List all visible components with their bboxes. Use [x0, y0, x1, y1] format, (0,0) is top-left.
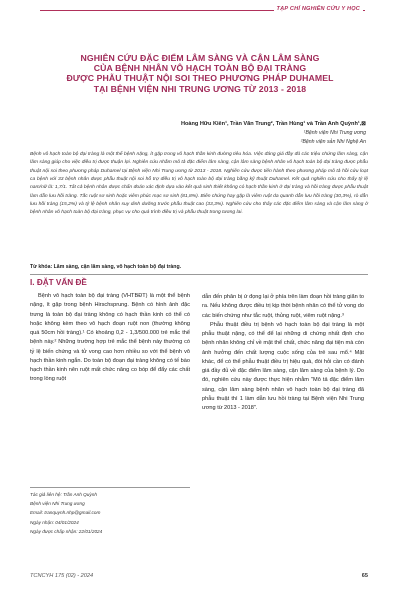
section-divider — [30, 274, 368, 275]
keywords: Từ khóa: Lâm sàng, cận lâm sàng, vô hạch toàn bộ đại tràng. — [30, 264, 182, 270]
title-line: ĐƯỢC PHẪU THUẬT NỘI SOI THEO PHƯƠNG PHÁP DUHAMEL — [66, 73, 334, 84]
abstract: Bệnh vô hạch toàn bộ đại tràng là một thể bệnh nặng, ít gặp trong vô hạch thần kinh đường tiêu hóa. Việc đáng giá đầy đủ các triệu chứng lâm sàng, cận lâm sàng giúp cho việc điều trị được thuận lợi. Nghiên cứu nhằm mô tả đặc điểm lâm sàng, cận lâm sàng bệnh nhân vô hạch toàn bộ đại tràng được phẫu thuật nội soi theo phương pháp Duhamel tại Bệnh viện Nhi Trung ương từ 2013 - 2018. Nghiên cứu được tiến hành theo phương pháp mô tả hồi cứu loạt ca bệnh với 33 bệnh nhân được phẫu thuật nội soi hỗ trợ điều trị vô hạch toàn bộ đại tràng bằng kỹ thuật Duhamel. Kết quả nghiên cứu cho thấy tỷ lệ nam/nữ là: 1,7/1. Tất cả bệnh nhân được chẩn đoán xác định dựa vào kết quả sinh thiết không có hạch thần kinh ở đại tràng và hồi tràng được phẫu thuật làm dẫn lưu hồi tràng. Tắc ruột sơ sinh hoặc viêm phúc mạc sơ sinh (81,8%). Biến chứng hay gặp là viêm ruột da quanh dẫn lưu hồi tràng (30,3%), rò dẫn lưu hồi tràng (15,2%) và tỷ lệ bệnh nhân suy dinh dưỡng trước phẫu thuật cao (33,3%). Nghiên cứu cho thấy các đặc điểm lâm sàng và cận lâm sàng ở bệnh nhân vô hạch toàn bộ đại tràng, phục vụ cho quá trình điều trị và phẫu thuật trong tương lai. — [30, 152, 368, 216]
journal-issue: TCNCYH 175 (02) - 2024 — [30, 573, 94, 579]
left-column — [30, 292, 190, 385]
section-heading: I. ĐẶT VẤN ĐỀ — [30, 278, 87, 287]
paragraph: Phẫu thuật điều trị bệnh vô hạch toàn bộ đại tràng là một phẫu thuật nặng, có thể để lại những di chứng nhất định cho bệnh nhân không chỉ về mặt thể chất, chức năng đại tiện mà còn ảnh hưởng đến chất lượng cuộc sống của trẻ sau mổ.⁴ Mặt khác, để có thể phẫu thuật điều trị hiệu quả, đòi hỏi cần có đánh giá đầy đủ về đặc điểm lâm sàng, cận lâm sàng của bệnh lý. Do đó, nghiên cứu này được thực hiện nhằm "Mô tả đặc điểm lâm sàng, cận lâm sàng bệnh nhân vô hạch toàn bộ đại tràng đã phẫu thuật thì 1 làm dẫn lưu hồi tràng tại Bệnh viện Nhi Trung ương từ 2013 - 2018". — [202, 321, 364, 411]
footnote-line: Ngày nhận: 04/01/2024 — [30, 519, 79, 525]
paragraph: dẫn đến phân bị ứ đọng lại ở phía trên làm đoạn hồi tràng giãn to ra. Nếu không được điều trị kịp thời bệnh nhân có thể tử vong do các biến chứng như tắc ruột, thủng ruột, viêm ruột nặng.³ — [202, 294, 364, 319]
footnote-line: Email: tranquynh.nhp@gmail.com — [30, 510, 101, 516]
affiliation: ²Bệnh viện sản Nhi Nghệ An — [300, 139, 366, 145]
footnote-line: Bệnh viện Nhi Trung ương — [30, 501, 85, 507]
footnote-line: Tác giả liên hệ: Trần Anh Quỳnh — [30, 492, 97, 497]
title-line: NGHIÊN CỨU ĐẶC ĐIỂM LÂM SÀNG VÀ CẬN LÂM SÀNG — [80, 53, 320, 63]
title-line: TẠI BỆNH VIỆN NHI TRUNG ƯƠNG TỪ 2013 - 2018 — [93, 83, 307, 94]
corresponding-author-footnote — [30, 490, 195, 536]
title-line: CỦA BỆNH NHÂN VÔ HẠCH TOÀN BỘ ĐẠI TRÀNG — [93, 63, 307, 74]
affiliation: ¹Bệnh viện Nhi Trung ương — [303, 130, 366, 136]
journal-header — [40, 7, 365, 15]
footnote-divider — [30, 487, 190, 488]
footnote-line: Ngày được chấp nhận: 22/01/2024 — [30, 528, 103, 534]
article-title — [30, 53, 370, 94]
author-list: Hoàng Hữu Kiên¹, Trần Văn Trung², Trần Hùng¹ và Trần Anh Quỳnh¹,⊠ — [180, 121, 366, 127]
paragraph: Bệnh vô hạch toàn bộ đại tràng (VHTBĐT) là một thể bệnh nặng, ít gặp trong bệnh Hirschsprung. Bệnh có hình ảnh đặc trưng là toàn bộ đại tràng không có hạch thần kinh có thể có hoặc không kèm theo vô hạch đoạn ruột non (thường không quá 50cm hồi tràng).¹ Có khoảng 0,2 - 1,3/500.000 trẻ mắc thể bệnh này.² Những trường hợp trẻ mắc thể bệnh này thường có tỷ lệ biến chứng và tử vong cao hơn nhiều so với thể bệnh vô hạch thần kinh ngắn. Do toàn bộ đoạn đại tràng không có tế bào hạch thần kinh nên ruột mất chức năng co bóp để đẩy các chất trong lòng ruột — [30, 293, 190, 383]
journal-header-label: TẠP CHÍ NGHIÊN CỨU Y HỌC — [274, 6, 364, 12]
right-column — [202, 293, 364, 413]
page-number: 65 — [361, 573, 368, 579]
